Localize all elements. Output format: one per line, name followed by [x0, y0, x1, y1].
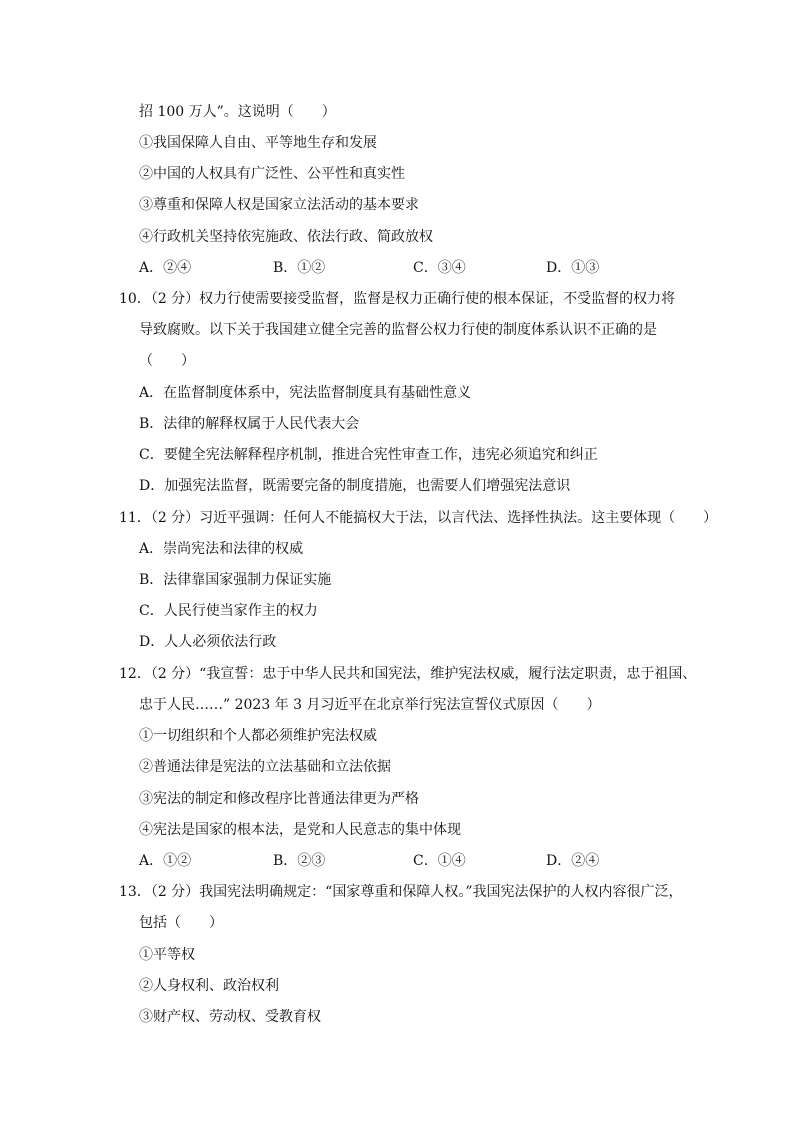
- q13-stem-line-2: 包括（ ）: [139, 915, 223, 931]
- q9-option-d: D．①③: [546, 260, 600, 276]
- q9-item-1: ①我国保障人自由、平等地生存和发展: [139, 135, 377, 151]
- q9-option-c: C．③④: [413, 260, 466, 276]
- q13-item-3: ③财产权、劳动权、受教育权: [139, 1009, 321, 1025]
- q9-item-3: ③尊重和保障人权是国家立法活动的基本要求: [139, 197, 419, 213]
- q12-stem-line-1: 12．（2 分）“我宣誓：忠于中华人民共和国宪法，维护宪法权威，履行法定职责，忠于祖国、: [119, 666, 697, 682]
- q12-item-2: ②普通法律是宪法的立法基础和立法依据: [139, 759, 391, 775]
- q13-item-2: ②人身权利、政治权利: [139, 978, 279, 994]
- q12-item-4: ④宪法是国家的根本法，是党和人民意志的集中体现: [139, 822, 461, 838]
- q11-option-c: C．人民行使当家作主的权力: [139, 603, 318, 619]
- q10-option-a: A．在监督制度体系中，宪法监督制度具有基础性意义: [139, 385, 472, 401]
- q13-item-1: ①平等权: [139, 947, 195, 963]
- q11-stem: 11．（2 分）习近平强调：任何人不能搞权大于法，以言代法、选择性执法。这主要体现（ ）: [119, 510, 718, 526]
- q12-option-d: D．②④: [546, 853, 600, 869]
- q9-stem-tail: 招 100 万人”。这说明（ ）: [139, 104, 336, 120]
- q11-option-b: B．法律靠国家强制力保证实施: [139, 572, 332, 588]
- q9-item-4: ④行政机关坚持依宪施政、依法行政、简政放权: [139, 229, 433, 245]
- q9-option-a: A．②④: [139, 260, 192, 276]
- q12-item-1: ①一切组织和个人都必须维护宪法权威: [139, 728, 377, 744]
- q10-stem-line-1: 10．（2 分）权力行使需要接受监督，监督是权力正确行使的根本保证，不受监督的权力将: [119, 291, 676, 307]
- q10-option-d: D．加强宪法监督，既需要完备的制度措施，也需要人们增强宪法意识: [139, 478, 571, 494]
- q12-item-3: ③宪法的制定和修改程序比普通法律更为严格: [139, 791, 419, 807]
- q12-stem-line-2: 忠于人民……” 2023 年 3 月习近平在北京举行宪法宣誓仪式原因（ ）: [139, 697, 601, 713]
- q9-option-b: B．①②: [273, 260, 326, 276]
- q10-option-c: C．要健全宪法解释程序机制，推进合宪性审查工作，违宪必须追究和纠正: [139, 447, 598, 463]
- q10-stem-line-3: （ ）: [139, 353, 195, 369]
- q12-option-a: A．①②: [139, 853, 192, 869]
- q9-item-2: ②中国的人权具有广泛性、公平性和真实性: [139, 166, 405, 182]
- q12-option-b: B．②③: [273, 853, 326, 869]
- q11-option-d: D．人人必须依法行政: [139, 634, 277, 650]
- q12-option-c: C．①④: [413, 853, 466, 869]
- q11-option-a: A．崇尚宪法和法律的权威: [139, 541, 304, 557]
- q10-option-b: B．法律的解释权属于人民代表大会: [139, 416, 360, 432]
- q13-stem-line-1: 13．（2 分）我国宪法明确规定：“国家尊重和保障人权。”我国宪法保护的人权内容很广泛，: [119, 884, 683, 900]
- q10-stem-line-2: 导致腐败。以下关于我国建立健全完善的监督公权力行使的制度体系认识不正确的是: [139, 322, 657, 338]
